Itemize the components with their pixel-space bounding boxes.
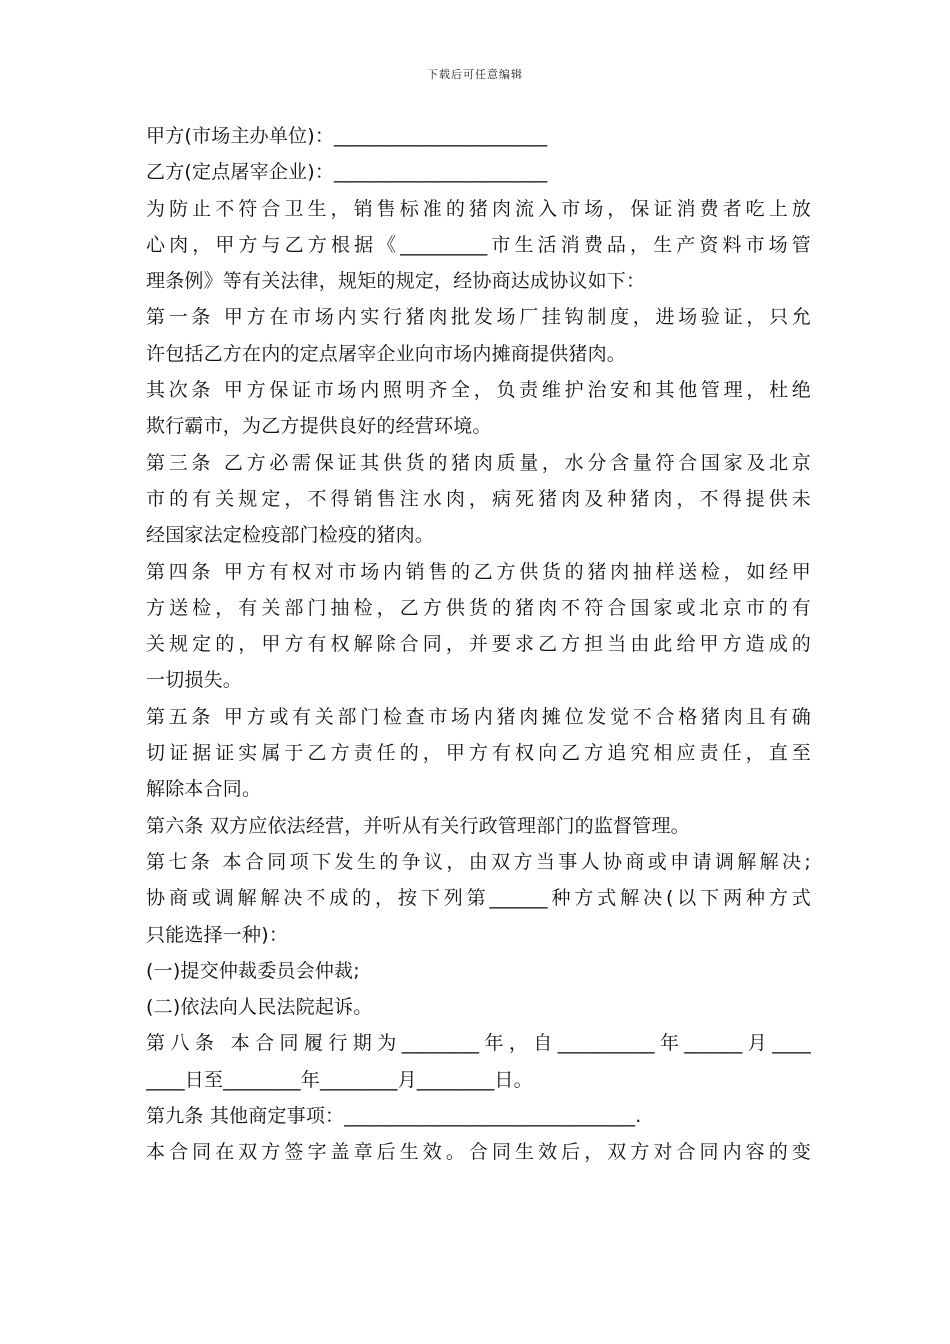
article-5-line: 解除本合同。: [146, 778, 262, 801]
article-2-line: 欺行霸市，为乙方提供良好的经营环境。: [146, 415, 492, 438]
article-7-line: 只能选择一种)：: [146, 923, 289, 946]
article-6-line: 第六条 双方应依法经营，并听从有关行政管理部门的监督管理。: [146, 814, 690, 837]
preamble-line: 为防止不符合卫生，销售标准的猪肉流入市场，保证消费者吃上放: [146, 197, 811, 220]
contract-body: [146, 118, 811, 1171]
party-a-line: 甲方(市场主办单位)：______________________: [146, 125, 548, 147]
article-9-line: 第九条 其他商定事项：______________________________.: [146, 1105, 642, 1128]
party-b-line: 乙方(定点屠宰企业)：______________________: [146, 161, 548, 184]
article-3-line: 市的有关规定，不得销售注水肉，病死猪肉及种猪肉，不得提供未: [146, 487, 811, 510]
article-3-line: 第三条 乙方必需保证其供货的猪肉质量，水分含量符合国家及北京: [146, 451, 811, 474]
option-2-line: (二)依法向人民法院起诉。: [146, 996, 373, 1019]
article-4-line: 关规定的，甲方有权解除合同，并要求乙方担当由此给甲方造成的: [146, 633, 811, 656]
preamble-line: 理条例》等有关法律，规矩的规定，经协商达成协议如下：: [146, 270, 646, 293]
article-5-line: 第五条 甲方或有关部门检查市场内猪肉摊位发觉不合格猪肉且有确: [146, 705, 811, 728]
article-8-line: ____日至________年________月________日。: [146, 1068, 533, 1091]
article-5-line: 切证据证实属于乙方责任的，甲方有权向乙方追究相应责任，直至: [146, 742, 811, 765]
article-7-line: 第七条 本合同项下发生的争议，由双方当事人协商或申请调解解决;: [146, 850, 811, 873]
article-2-line: 其次条 甲方保证市场内照明齐全，负责维护治安和其他管理，杜绝: [146, 379, 811, 402]
option-1-line: (一)提交仲裁委员会仲裁;: [146, 959, 360, 982]
article-1-line: 第一条 甲方在市场内实行猪肉批发场厂挂钩制度，进场验证，只允: [146, 306, 811, 329]
article-3-line: 经国家法定检疫部门检疫的猪肉。: [146, 524, 435, 547]
article-4-line: 一切损失。: [146, 669, 243, 692]
article-8-line: 第八条 本合同履行期为________年，自__________年______月____: [146, 1032, 811, 1055]
preamble-line: 心肉，甲方与乙方根据《_________市生活消费品，生产资料市场管: [146, 233, 811, 256]
closing-line: 本合同在双方签字盖章后生效。合同生效后，双方对合同内容的变: [146, 1141, 811, 1164]
article-4-line: 第四条 甲方有权对市场内销售的乙方供货的猪肉抽样送检，如经甲: [146, 560, 811, 583]
page-header: 下载后可任意编辑: [427, 68, 523, 81]
article-7-line: 协商或调解解决不成的，按下列第______种方式解决(以下两种方式: [146, 887, 811, 910]
article-1-line: 许包括乙方在内的定点屠宰企业向市场内摊商提供猪肉。: [146, 342, 627, 365]
article-4-line: 方送检，有关部门抽检，乙方供货的猪肉不符合国家或北京市的有: [146, 596, 811, 619]
